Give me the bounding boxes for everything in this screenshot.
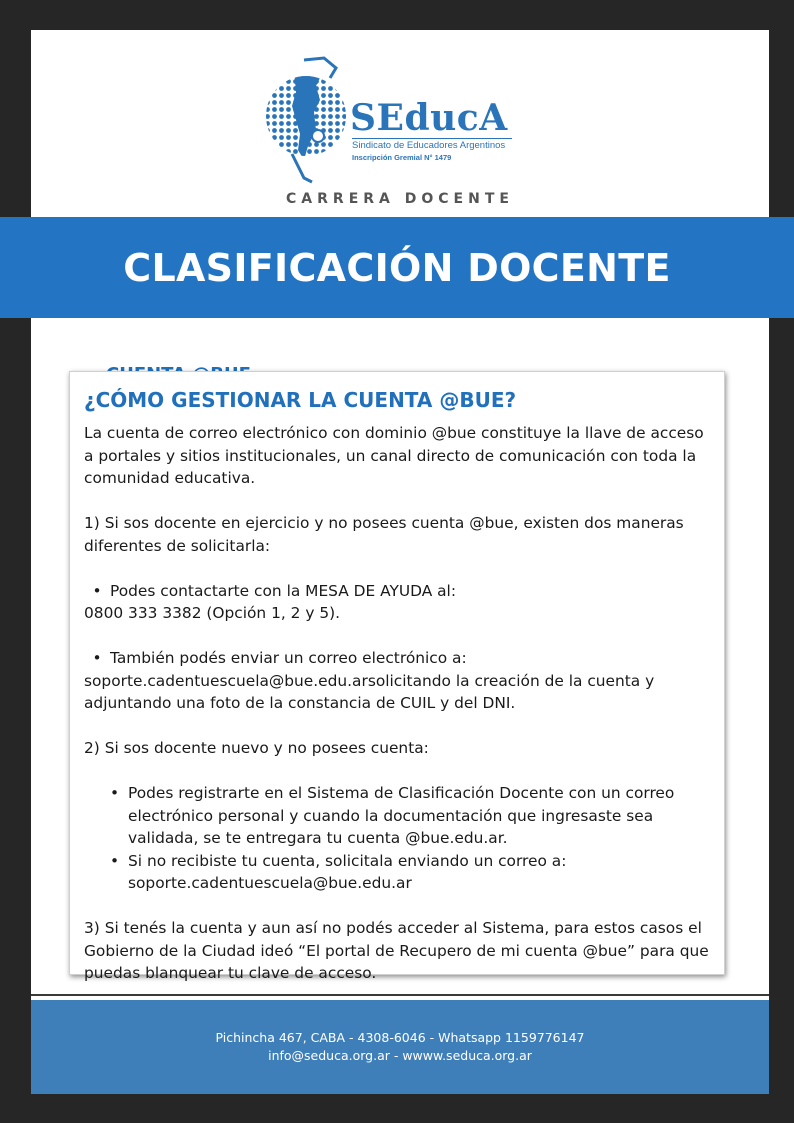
card-title: ¿CÓMO GESTIONAR LA CUENTA @BUE? bbox=[84, 388, 517, 412]
list-item: • Si no recibiste tu cuenta, solicitala enviando un correo a: soporte.cadentuescuela@bue.edu.ar bbox=[110, 850, 710, 895]
career-subtitle: CARRERA DOCENTE bbox=[286, 191, 514, 207]
footer-contact: Pichincha 467, CABA - 4308-6046 - Whatsapp 1159776147 bbox=[215, 1030, 585, 1045]
bullet-email bbox=[84, 647, 710, 670]
content-card bbox=[69, 371, 725, 982]
footer bbox=[31, 1000, 769, 1094]
email-instructions: soporte.cadentuescuela@bue.edu.arsolicitando la creación de la cuenta y adjuntando una foto de la constancia de CUIL y del DNI. bbox=[84, 671, 655, 712]
logo-name: SEducA bbox=[350, 97, 508, 139]
logo-registration: Inscripción Gremial N° 1479 bbox=[352, 153, 452, 162]
bullet-help-desk bbox=[84, 580, 710, 603]
point-1: 1) Si sos docente en ejercicio y no posees cuenta @bue, existen dos maneras diferentes de solicitarla: bbox=[84, 514, 684, 555]
logo-subtitle: Sindicato de Educadores Argentinos bbox=[352, 138, 512, 151]
bullet-help-desk-text: Podes contactarte con la MESA DE AYUDA al: bbox=[110, 581, 457, 600]
footer-links: info@seduca.org.ar - wwww.seduca.org.ar bbox=[268, 1048, 532, 1063]
help-desk-phone: 0800 333 3382 (Opción 1, 2 y 5). bbox=[84, 604, 341, 622]
footer-divider bbox=[31, 994, 769, 996]
intro-paragraph: La cuenta de correo electrónico con dominio @bue constituye la llave de acceso a portales y sitios institucionales, un canal directo de comunicación con toda la comunidad educativa. bbox=[84, 424, 704, 487]
point-2-list bbox=[84, 782, 710, 895]
bullet-icon: • bbox=[92, 649, 102, 667]
globe-icon bbox=[264, 50, 349, 185]
point-2: 2) Si sos docente nuevo y no posees cuenta: bbox=[84, 739, 429, 757]
bullet-email-text: También podés enviar un correo electrónico a: bbox=[110, 649, 467, 667]
list-item: • Podes registrarte en el Sistema de Clasificación Docente con un correo electrónico personal y cuando la documentación que ingresaste sea validada, se te entregara tu cuenta @bue.edu.ar. bbox=[110, 782, 710, 850]
bullet-icon: • bbox=[92, 581, 102, 600]
seduca-logo bbox=[264, 50, 534, 190]
banner-title: CLASIFICACIÓN DOCENTE bbox=[123, 245, 671, 290]
point-3: 3) Si tenés la cuenta y aun así no podés acceder al Sistema, para estos casos el Gobierno de la Ciudad ideó “El portal de Recupero de mi cuenta @bue” para que puedas blanquear tu clave de acceso. bbox=[84, 919, 709, 982]
title-banner bbox=[0, 217, 794, 318]
